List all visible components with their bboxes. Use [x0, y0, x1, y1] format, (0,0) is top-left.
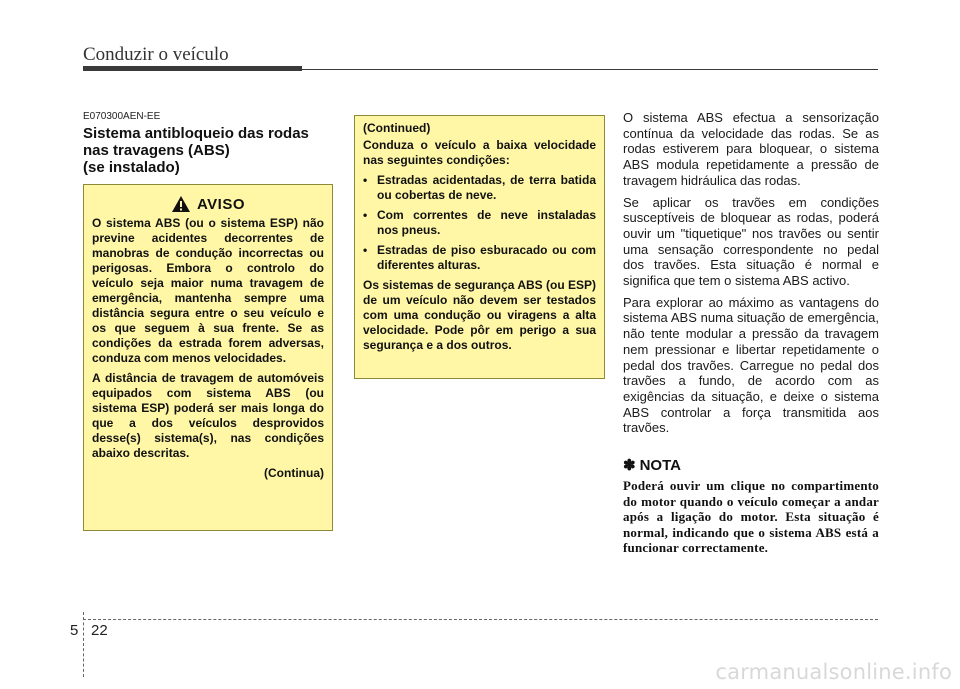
section-heading-line: Sistema antibloqueio das rodas [83, 125, 309, 142]
warning-box [83, 184, 333, 531]
warning-paragraph: A distância de travagem de automóveis equipados com sistema ABS (ou sistema ESP) poderá ser mais longa do que a dos veículos desprovidos desse(s) sistema(s), nas condições abaixo descritas. [92, 371, 324, 460]
warning-header [92, 195, 324, 213]
section-code: E070300AEN-EE [83, 111, 161, 122]
body-paragraph: Se aplicar os travões em condições susceptíveis de bloquear as rodas, poderá ouvir um "tiquetique" nos travões ou sentir uma sensação correspondente no pedal dos travões. Esta situação é normal e significa que tem o sistema ABS activo. [623, 194, 879, 289]
note-text: Poderá ouvir um clique no compartimento do motor quando o veículo começar a andar após a ligação do motor. Esta situação é normal, indicando que o sistema ABS está a funcionar correctamente. [623, 478, 879, 556]
body-paragraph: Para explorar ao máximo as vantagens do sistema ABS numa situação de emergência, não tente modular a pressão da travagem nem pressionar e libertar repetidamente o pedal dos travões. Carregue no pedal dos travões a fundo, de acordo com as exigências da situação, e deixe o sistema ABS controlar a força transmitida aos travões. [623, 294, 879, 436]
list-item: • Com correntes de neve instaladas nos pneus. [363, 208, 596, 238]
footer-divider-vertical [83, 612, 84, 677]
page-header-title: Conduzir o veículo [83, 44, 229, 65]
body-column [623, 110, 879, 556]
section-heading-line: nas travagens (ABS) [83, 142, 230, 159]
section-number: 5 [70, 622, 79, 639]
list-item: • Estradas acidentadas, de terra batida ou cobertas de neve. [363, 173, 596, 203]
continued-heading: (Continued) [363, 121, 431, 135]
warning-continued-label: (Continua) [264, 466, 324, 480]
watermark: carmanualsonline.info [715, 660, 952, 684]
condition-list [363, 173, 596, 273]
warning-title: AVISO [196, 195, 246, 213]
list-item: • Estradas de piso esburacado ou com diferentes alturas. [363, 243, 596, 273]
page-number: 22 [91, 622, 108, 639]
footer-divider-horizontal [83, 619, 878, 620]
continued-box [354, 115, 605, 379]
note-heading [623, 456, 879, 474]
body-paragraph: O sistema ABS efectua a sensorização contínua da velocidade das rodas. Se as rodas estiverem para bloquear, o sistema ABS modula repetidamente a pressão de travagem hidráulica das rodas. [623, 110, 879, 188]
section-heading-line: (se instalado) [83, 159, 180, 176]
note-title: NOTA [639, 456, 681, 474]
warning-paragraph: O sistema ABS (ou o sistema ESP) não previne acidentes decorrentes de manobras de condução incorrectas ou perigosas. Embora o controlo do veículo seja maior numa travagem de emergência, mantenha sempre uma distância segura entre o seu veículo e os que seguem à sua frente. Se as condições da estrada forem adversas, conduza com menos velocidades. [92, 216, 324, 365]
header-rule-thick [83, 66, 302, 71]
continued-intro: Conduza o veículo a baixa velocidade nas seguintes condições: [363, 138, 596, 167]
header-rule-thin [302, 69, 878, 70]
warning-triangle-icon [171, 195, 191, 213]
section-heading [83, 125, 343, 176]
asterisk-icon: ✽ [623, 457, 636, 475]
continued-closing: Os sistemas de segurança ABS (ou ESP) de um veículo não devem ser testados com uma condução ou viragens a alta velocidade. Pode pôr em perigo a sua segurança e a dos outros. [363, 278, 596, 352]
